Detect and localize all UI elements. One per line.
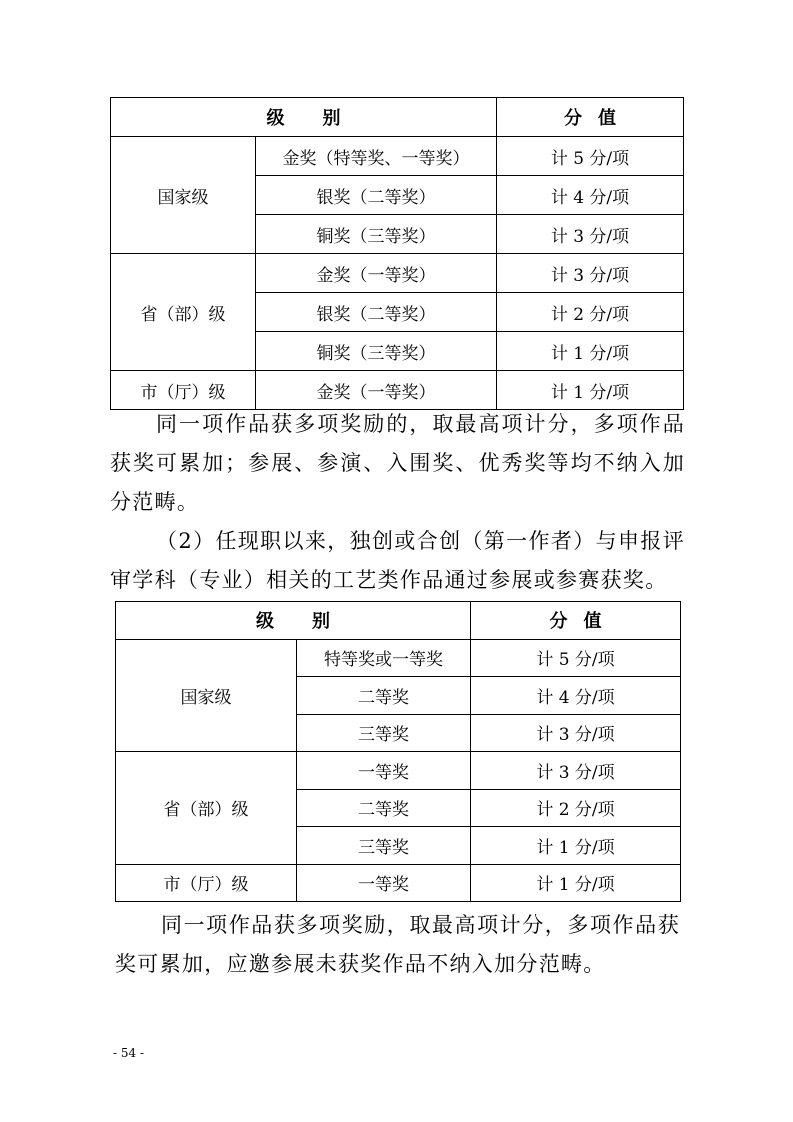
header-value-char-1: 分 (549, 611, 568, 633)
paragraph-note-1: 同一项作品获多项奖励的，取最高项计分，多项作品获奖可累加；参展、参演、入围奖、优秀奖等均不纳入加分范畴。 (110, 412, 685, 514)
header-level-char-2: 别 (322, 108, 341, 129)
header-value (497, 98, 684, 137)
award-cell: 金奖（一等奖） (256, 254, 497, 293)
header-value-char-1: 分 (564, 108, 582, 129)
score-cell: 计 3 分/项 (497, 254, 684, 293)
score-cell: 计 2 分/项 (471, 789, 681, 827)
award-cell: 铜奖（三等奖） (256, 215, 497, 254)
award-cell: 二等奖 (297, 677, 471, 715)
paragraph-item-2: （2）任现职以来，独创或合创（第一作者）与申报评审学科（专业）相关的工艺类作品通过参展或参赛获奖。 (110, 529, 685, 592)
score-cell: 计 3 分/项 (497, 215, 684, 254)
score-cell: 计 5 分/项 (497, 137, 684, 176)
award-cell: 银奖（二等奖） (256, 176, 497, 215)
award-score-table-2 (115, 601, 681, 902)
award-score-table-1 (110, 97, 684, 410)
score-cell: 计 1 分/项 (471, 827, 681, 865)
header-value-char-2: 值 (583, 611, 602, 633)
award-cell: 一等奖 (297, 752, 471, 790)
page-number: - 54 - (113, 1046, 145, 1060)
header-value (471, 602, 681, 640)
award-cell: 铜奖（三等奖） (256, 332, 497, 371)
header-level-char-1: 级 (256, 611, 274, 633)
header-level-char-2: 别 (312, 611, 330, 633)
award-cell: 银奖（二等奖） (256, 293, 497, 332)
header-level-char-1: 级 (266, 108, 285, 129)
score-cell: 计 4 分/项 (497, 176, 684, 215)
level-municipal: 市（厅）级 (111, 371, 256, 410)
level-provincial: 省（部）级 (111, 254, 256, 371)
score-cell: 计 3 分/项 (471, 752, 681, 790)
level-national: 国家级 (111, 137, 256, 254)
score-cell: 计 3 分/项 (471, 714, 681, 752)
award-cell: 二等奖 (297, 789, 471, 827)
score-cell: 计 4 分/项 (471, 677, 681, 715)
award-cell: 特等奖或一等奖 (297, 639, 471, 677)
award-cell: 金奖（特等奖、一等奖） (256, 137, 497, 176)
score-cell: 计 1 分/项 (497, 371, 684, 410)
score-cell: 计 1 分/项 (471, 864, 681, 902)
award-cell: 三等奖 (297, 827, 471, 865)
award-cell: 三等奖 (297, 714, 471, 752)
level-provincial: 省（部）级 (116, 752, 297, 865)
paragraph-note-2: 同一项作品获多项奖励，取最高项计分，多项作品获奖可累加，应邀参展未获奖作品不纳入加分范畴。 (115, 913, 680, 976)
level-national: 国家级 (116, 639, 297, 752)
header-value-char-2: 值 (598, 108, 616, 129)
score-cell: 计 2 分/项 (497, 293, 684, 332)
score-cell: 计 5 分/项 (471, 639, 681, 677)
header-level (116, 602, 471, 640)
header-level (111, 98, 497, 137)
score-cell: 计 1 分/项 (497, 332, 684, 371)
level-municipal: 市（厅）级 (116, 864, 297, 902)
award-cell: 一等奖 (297, 864, 471, 902)
award-cell: 金奖（一等奖） (256, 371, 497, 410)
